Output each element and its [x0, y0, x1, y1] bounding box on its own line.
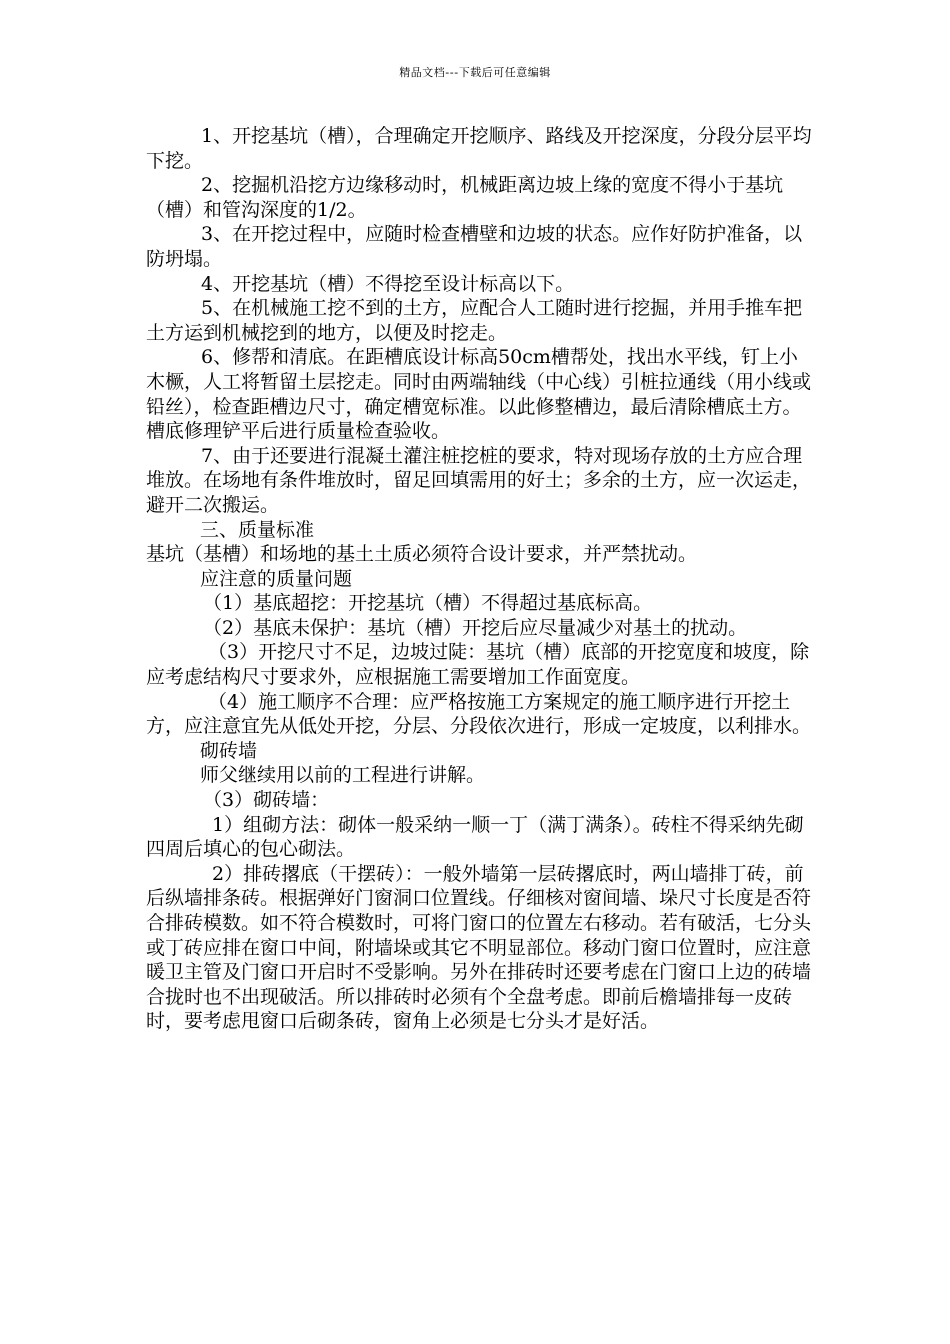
- quality-issue-1: （1）基底超挖：开挖基坑（槽）不得超过基底标高。: [203, 592, 653, 615]
- paragraph-base-requirement: 基坑（基槽）和场地的基土土质必须符合设计要求，并严禁扰动。: [146, 543, 698, 566]
- paragraph-item-4: 4、开挖基坑（槽）不得挖至设计标高以下。: [201, 272, 575, 295]
- document-body: [146, 124, 812, 1034]
- paragraph-item-5: 5、在机械施工挖不到的土方，应配合人工随时进行挖掘，并用手推车把土方运到机械挖到的地方，以便及时挖走。: [146, 297, 803, 344]
- paragraph-item-7: 7、由于还要进行混凝土灌注桩挖桩的要求，特对现场存放的土方应合理堆放。在场地有条件堆放时，留足回填需用的好土；多余的土方，应一次运走，避开二次搬运。: [146, 444, 812, 516]
- subsection-heading-brick-wall: （3）砌砖墙：: [203, 789, 330, 812]
- quality-issue-2: （2）基底未保护：基坑（槽）开挖后应尽量减少对基土的扰动。: [203, 616, 748, 639]
- paragraph-item-1: 1、开挖基坑（槽），合理确定开挖顺序、路线及开挖深度，分段分层平均下挖。: [146, 125, 812, 172]
- paragraph-item-3: 3、在开挖过程中，应随时检查槽壁和边坡的状态。应作好防护准备，以防坍塌。: [146, 223, 803, 270]
- section-heading-quality-standard: 三、质量标准: [200, 518, 315, 541]
- paragraph-item-2: 2、挖掘机沿挖方边缘移动时，机械距离边坡上缘的宽度不得小于基坑（槽）和管沟深度的1/2。: [146, 174, 784, 221]
- brick-item-1: 1）组砌方法：砌体一般采纳一顺一丁（满丁满条）。砖柱不得采纳先砌四周后填心的包心砌法。: [146, 813, 804, 861]
- quality-issue-4: （4）施工顺序不合理：应严格按施工方案规定的施工顺序进行开挖土方，应注意宜先从低处开挖，分层、分段依次进行，形成一定坡度，以利排水。: [146, 690, 812, 738]
- section-heading-brick-wall: 砌砖墙: [200, 739, 258, 762]
- quality-issue-3: （3）开挖尺寸不足，边坡过陡：基坑（槽）底部的开挖宽度和坡度，除应考虑结构尺寸要求外，应根据施工需要增加工作面宽度。: [146, 641, 810, 689]
- paragraph-master-explains: 师父继续用以前的工程进行讲解。: [200, 764, 486, 787]
- section-heading-quality-issues: 应注意的质量问题: [200, 567, 353, 590]
- paragraph-item-6: 6、修帮和清底。在距槽底设计标高50cm槽帮处，找出水平线，钉上小木橛，人工将暂留土层挖走。同时由两端轴线（中心线）引桩拉通线（用小线或铅丝），检查距槽边尺寸，确定槽宽标准。以此修整槽边，最后清除槽底土方。槽底修理铲平后进行质量检查验收。: [146, 346, 812, 443]
- page-header: 精品文档---下载后可任意编辑: [399, 66, 551, 79]
- brick-item-2: 2）排砖撂底（干摆砖）：一般外墙第一层砖撂底时，两山墙排丁砖，前后纵墙排条砖。根据弹好门窗洞口位置线。仔细核对窗间墙、垛尺寸长度是否符合排砖模数。如不符合模数时，可将门窗口的位置左右移动。若有破活，七分头或丁砖应排在窗口中间，附墙垛或其它不明显部位。移动门窗口位置时，应注意暖卫主管及门窗口开启时不受影响。另外在排砖时还要考虑在门窗口上边的砖墙合拢时也不出现破活。所以排砖时必须有个全盘考虑。即前后檐墙排每一皮砖时，要考虑甩窗口后砌条砖，窗角上必须是七分头才是好活。: [146, 862, 812, 1033]
